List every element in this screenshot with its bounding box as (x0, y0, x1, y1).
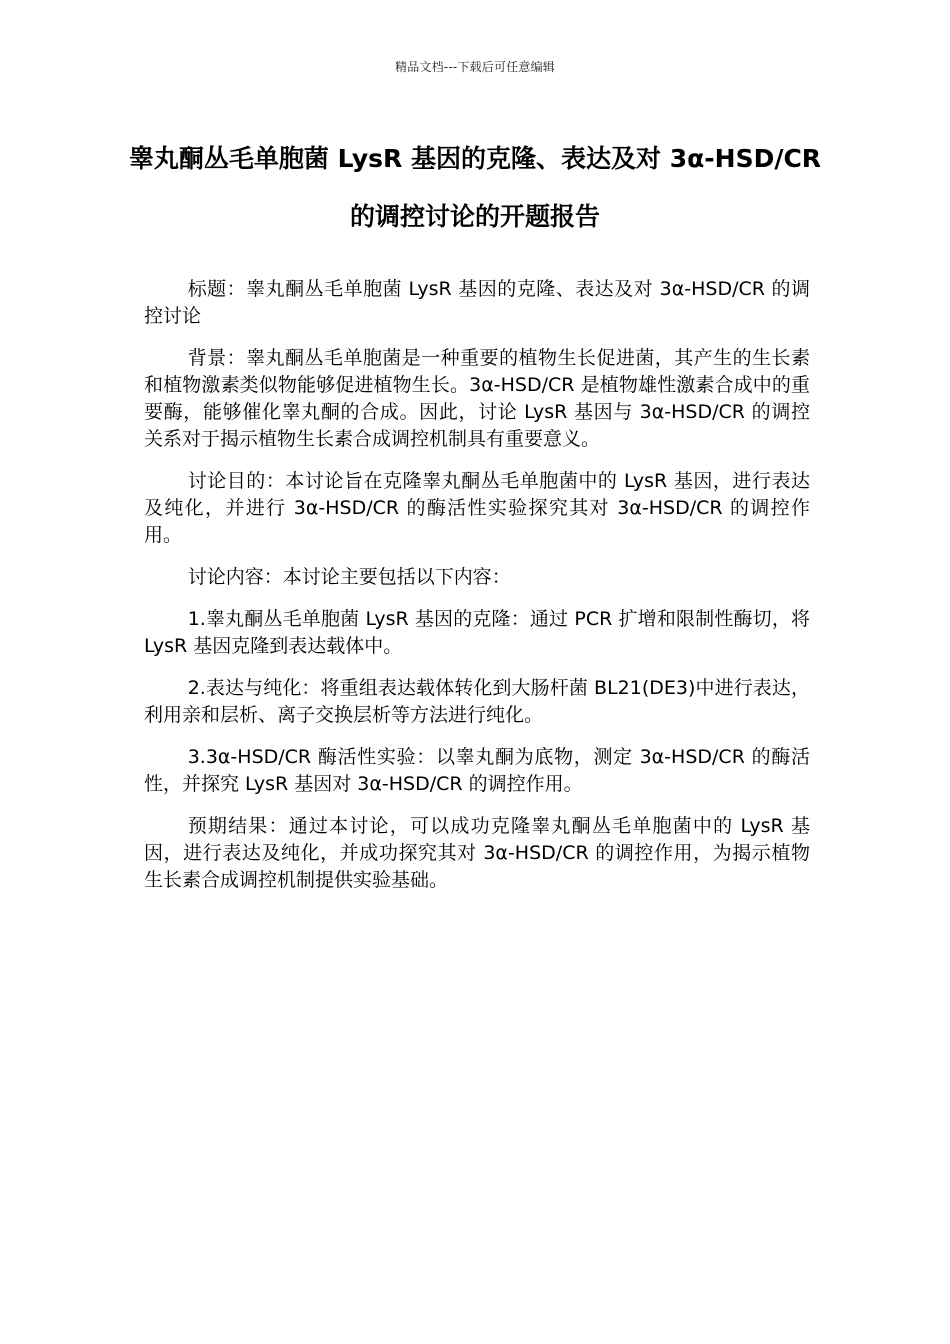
paragraph-item-enzyme-assay: 3.3α-HSD/CR 酶活性实验：以睾丸酮为底物，测定 3α-HSD/CR 的酶活性，并探究 LysR 基因对 3α-HSD/CR 的调控作用。 (144, 746, 810, 795)
document-body (144, 276, 810, 909)
header-note: 精品文档---下载后可任意编辑 (395, 60, 555, 74)
document-title: 睾丸酮丛毛单胞菌 LysR 基因的克隆、表达及对 3α-HSD/CR 的调控讨论的开题报告 (128, 144, 822, 231)
paragraph-content-intro: 讨论内容：本讨论主要包括以下内容： (187, 566, 511, 588)
paragraph-expected-results: 预期结果：通过本讨论，可以成功克隆睾丸酮丛毛单胞菌中的 LysR 基因，进行表达及纯化，并成功探究其对 3α-HSD/CR 的调控作用，为揭示植物生长素合成调控机制提供实验基础。 (144, 815, 810, 891)
paragraph-item-expression: 2.表达与纯化：将重组表达载体转化到大肠杆菌 BL21(DE3)中进行表达，利用亲和层析、离子交换层析等方法进行纯化。 (144, 677, 810, 726)
paragraph-background: 背景：睾丸酮丛毛单胞菌是一种重要的植物生长促进菌，其产生的生长素和植物激素类似物能够促进植物生长。3α-HSD/CR 是植物雄性激素合成中的重要酶，能够催化睾丸酮的合成。因此，讨论 LysR 基因与 3α-HSD/CR 的调控关系对于揭示植物生长素合成调控机制具有重要意义。 (144, 347, 810, 450)
paragraph-purpose: 讨论目的：本讨论旨在克隆睾丸酮丛毛单胞菌中的 LysR 基因，进行表达及纯化，并进行 3α-HSD/CR 的酶活性实验探究其对 3α-HSD/CR 的调控作用。 (144, 470, 810, 546)
paragraph-item-cloning: 1.睾丸酮丛毛单胞菌 LysR 基因的克隆：通过 PCR 扩增和限制性酶切，将 LysR 基因克隆到表达载体中。 (144, 608, 810, 657)
paragraph-title: 标题：睾丸酮丛毛单胞菌 LysR 基因的克隆、表达及对 3α-HSD/CR 的调控讨论 (144, 278, 810, 327)
